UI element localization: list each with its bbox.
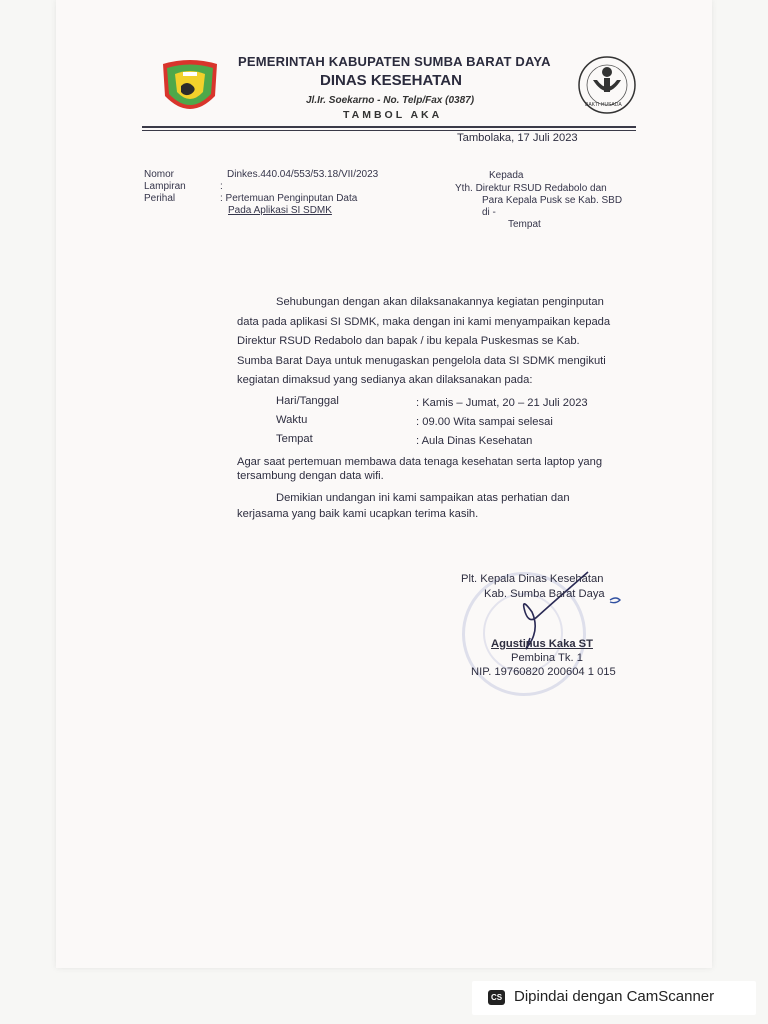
letter-page [56,0,712,968]
detail-value-time: : 09.00 Wita sampai selesai [416,416,553,428]
detail-label-date: Hari/Tanggal [276,395,339,407]
recipient-line-2: Para Kepala Pusk se Kab. SBD [482,195,623,206]
nomor-value: Dinkes.440.04/553/53.18/VII/2023 [227,169,379,180]
note-line-1: Agar saat pertemuan membawa data tenaga kesehatan serta laptop yang [237,456,603,468]
body-line-5: kegiatan dimaksud yang sedianya akan dilaksanakan pada: [237,374,533,386]
note-line-2: tersambung dengan data wifi. [237,470,384,482]
header-divider [142,126,636,128]
nomor-label: Nomor [144,169,175,180]
camscanner-watermark [472,981,756,1015]
detail-value-place: : Aula Dinas Kesehatan [416,435,533,447]
recipient-line-1: Yth. Direktur RSUD Redabolo dan [455,183,607,194]
signer-nip: NIP. 19760820 200604 1 015 [471,666,616,678]
body-line-1: Sehubungan dengan akan dilaksanakannya kegiatan penginputan [276,296,604,308]
camscanner-text: Dipindai dengan CamScanner [514,988,715,1005]
recipient-line-4: Tempat [508,219,541,230]
letter-date: Tambolaka, 17 Juli 2023 [457,132,578,144]
camscanner-icon: CS [488,990,505,1005]
signer-name: Agustinus Kaka ST [491,638,593,650]
closing-line-1: Demikian undangan ini kami sampaikan atas perhatian dan [276,492,570,504]
perihal-label: Perihal [144,193,176,204]
detail-label-time: Waktu [276,414,308,426]
signer-title-2: Kab. Sumba Barat Daya [484,588,605,600]
recipient-line-3: di - [482,207,496,218]
header-divider-thin [142,130,636,131]
recipient-kepada: Kepada [489,170,524,181]
body-line-4: Sumba Barat Daya untuk menugaskan pengelola data SI SDMK mengikuti [237,355,606,367]
signer-title-1: Plt. Kepala Dinas Kesehatan [461,573,604,585]
perihal-value-2: Pada Aplikasi SI SDMK [228,205,332,216]
regency-emblem-icon [157,56,223,120]
closing-line-2: kerjasama yang baik kami ucapkan terima kasih. [237,508,479,520]
svg-text:BAKTI HUSADA: BAKTI HUSADA [585,102,622,108]
lampiran-value: : [220,181,223,192]
government-name: PEMERINTAH KABUPATEN SUMBA BARAT DAYA [238,54,551,69]
body-line-3: Direktur RSUD Redabolo dan bapak / ibu kepala Puskesmas se Kab. [237,335,580,347]
letterhead-address: Jl.Ir. Soekarno - No. Telp/Fax (0387) [306,95,475,106]
detail-value-date: : Kamis – Jumat, 20 – 21 Juli 2023 [416,397,588,409]
department-name: DINAS KESEHATAN [320,72,462,89]
body-line-2: data pada aplikasi SI SDMK, maka dengan ini kami menyampaikan kepada [237,316,611,328]
perihal-value: : Pertemuan Penginputan Data [220,193,358,204]
signer-rank: Pembina Tk. 1 [511,652,583,664]
lampiran-label: Lampiran [144,181,186,192]
letterhead-city: TAMBOL AKA [343,109,443,121]
bakti-husada-emblem-icon [577,54,637,116]
detail-label-place: Tempat [276,433,313,445]
